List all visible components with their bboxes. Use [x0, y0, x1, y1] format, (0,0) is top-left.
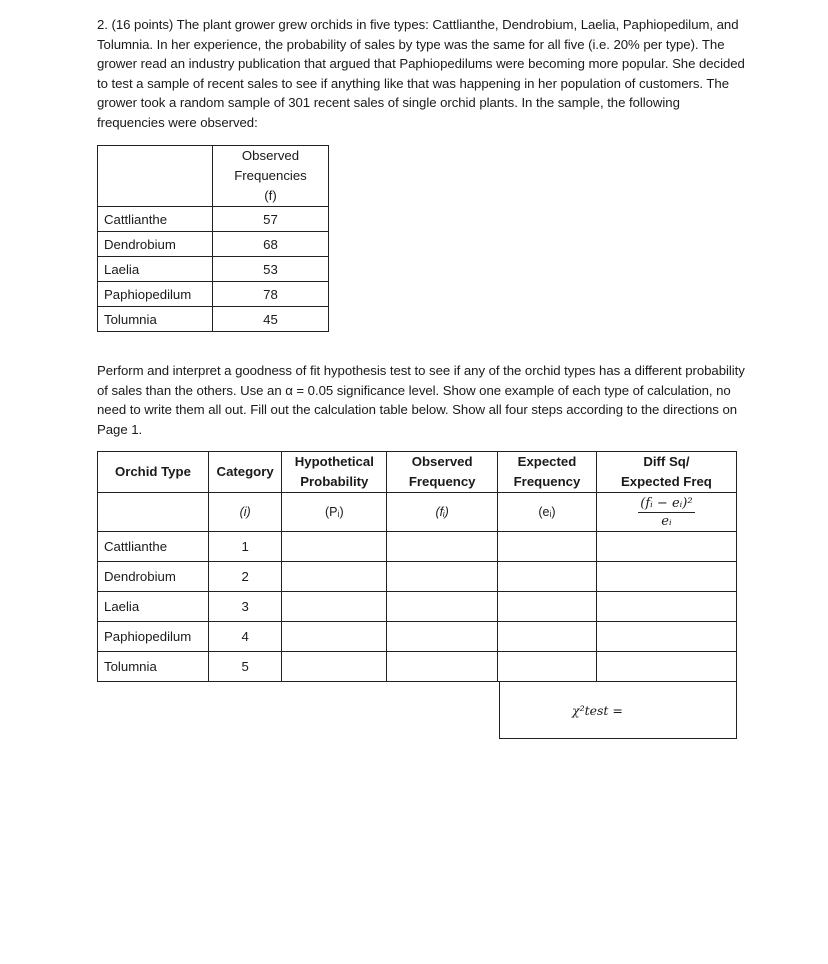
hyp-prob-cell[interactable] [282, 622, 387, 652]
fraction [638, 495, 694, 530]
table-row [98, 307, 329, 332]
category-symbol [208, 493, 282, 532]
orchid-type-cell: Tolumnia [98, 652, 209, 682]
frequency-cell: 57 [213, 207, 329, 232]
fraction-numerator: (fᵢ − eᵢ)² [640, 495, 693, 511]
orchid-type-cell: Tolumnia [98, 307, 213, 332]
frequency-cell: 78 [213, 282, 329, 307]
expected-frequency-header [498, 452, 597, 493]
orchid-type-cell: Paphiopedilum [98, 282, 213, 307]
table-row [98, 532, 737, 562]
observed-cell[interactable] [387, 592, 498, 622]
symbol-text: (fᵢ) [435, 505, 449, 519]
table-row [98, 622, 737, 652]
frequency-cell: 45 [213, 307, 329, 332]
table-header-row [98, 146, 329, 207]
observed-cell[interactable] [387, 562, 498, 592]
diff-cell[interactable] [596, 592, 736, 622]
frequency-cell: 53 [213, 257, 329, 282]
header-line: Expected [517, 454, 577, 469]
category-cell: 3 [208, 592, 282, 622]
header-line: (f) [264, 188, 277, 203]
observed-cell[interactable] [387, 652, 498, 682]
hyp-prob-cell[interactable] [282, 652, 387, 682]
observed-frequencies-header [213, 146, 329, 207]
blank-header-cell [98, 146, 213, 207]
calc-symbol-row [98, 493, 737, 532]
expected-cell[interactable] [498, 562, 597, 592]
problem-statement: 2. (16 points) The plant grower grew orchids in five types: Cattlianthe, Dendrobium, Laelia, Paphiopedilum, and Tolumnia. In her experience, the probability of sales by type was the same for all five (i.e. 20% per type). The grower read an industry publication that argued that Paphiopedilums were becoming more popular. She decided to test a sample of recent sales to see if anything like that was happening in her population of customers. The grower took a random sample of 301 recent sales of single orchid plants. In the sample, the following frequencies were observed: [97, 17, 745, 130]
orchid-type-cell: Laelia [98, 257, 213, 282]
instructions-text: Perform and interpret a goodness of fit hypothesis test to see if any of the orchid types has a different probability of sales than the others. Use an α = 0.05 significance level. Show one example of each type of calculation, no need to write them all out. Fill out the calculation table below. Show all four steps according to the directions on Page 1. [97, 363, 745, 437]
symbol-text: (i) [239, 505, 251, 519]
diff-sq-header [596, 452, 736, 493]
category-cell: 5 [208, 652, 282, 682]
table-row [98, 652, 737, 682]
diff-cell[interactable] [596, 562, 736, 592]
header-line: Observed [411, 454, 473, 469]
orchid-type-cell: Cattlianthe [98, 532, 209, 562]
category-cell: 1 [208, 532, 282, 562]
diff-cell[interactable] [596, 532, 736, 562]
orchid-type-cell: Dendrobium [98, 232, 213, 257]
table-row [98, 592, 737, 622]
expected-cell[interactable] [498, 592, 597, 622]
header-line: Frequencies [234, 168, 307, 183]
observed-frequencies-table [97, 145, 329, 332]
category-cell: 2 [208, 562, 282, 592]
orchid-type-cell: Cattlianthe [98, 207, 213, 232]
header-line: Expected Freq [620, 474, 712, 489]
table-row [98, 282, 329, 307]
table-row [98, 232, 329, 257]
diff-formula [596, 493, 736, 532]
category-cell: 4 [208, 622, 282, 652]
header-line: Frequency [408, 474, 476, 489]
header-line: Frequency [513, 474, 581, 489]
diff-cell[interactable] [596, 652, 736, 682]
table-row [98, 207, 329, 232]
table-row [98, 257, 329, 282]
blank-cell [98, 493, 209, 532]
calc-header-row [98, 452, 737, 493]
diff-cell[interactable] [596, 622, 736, 652]
category-header: Category [208, 452, 282, 493]
observed-frequency-header [387, 452, 498, 493]
chi-square-total-box[interactable] [499, 681, 737, 739]
observed-symbol [387, 493, 498, 532]
header-line: Diff Sq/ [643, 454, 690, 469]
hyp-prob-cell[interactable] [282, 562, 387, 592]
hypothetical-probability-header [282, 452, 387, 493]
calculation-table [97, 451, 737, 682]
expected-cell[interactable] [498, 622, 597, 652]
header-line: Probability [300, 474, 369, 489]
orchid-type-cell: Paphiopedilum [98, 622, 209, 652]
observed-cell[interactable] [387, 532, 498, 562]
orchid-type-cell: Laelia [98, 592, 209, 622]
orchid-type-header: Orchid Type [98, 452, 209, 493]
fraction-denominator: eᵢ [661, 513, 672, 529]
expected-symbol: (eᵢ) [498, 493, 597, 532]
orchid-type-cell: Dendrobium [98, 562, 209, 592]
observed-cell[interactable] [387, 622, 498, 652]
hyp-prob-cell[interactable] [282, 532, 387, 562]
header-line: Hypothetical [294, 454, 374, 469]
hyp-prob-cell[interactable] [282, 592, 387, 622]
frequency-cell: 68 [213, 232, 329, 257]
chi-square-label: χ²test = [572, 703, 623, 718]
expected-cell[interactable] [498, 652, 597, 682]
expected-cell[interactable] [498, 532, 597, 562]
header-line: Observed [241, 148, 300, 163]
hyp-prob-symbol: (Pᵢ) [282, 493, 387, 532]
table-row [98, 562, 737, 592]
